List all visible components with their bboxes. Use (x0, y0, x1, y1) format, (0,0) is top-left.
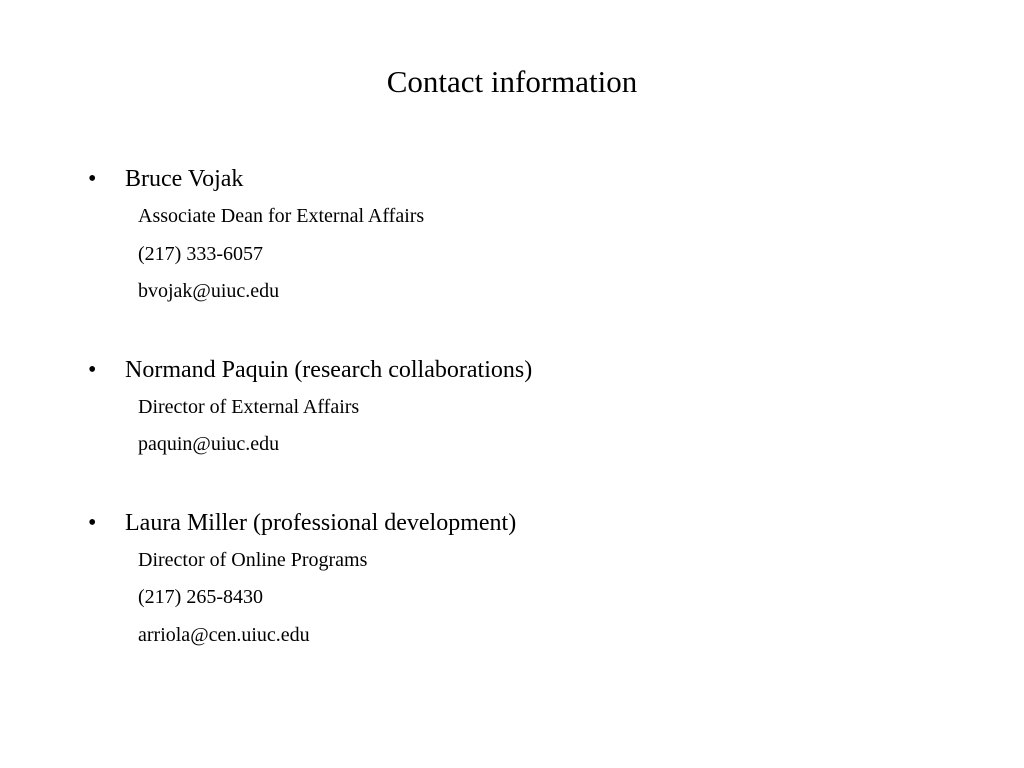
contact-name: Bruce Vojak (125, 166, 244, 192)
contact-heading (88, 160, 968, 198)
contact-email: paquin@uiuc.edu (138, 433, 280, 455)
contact-bruce-vojak (88, 160, 968, 311)
contact-role: Director of External Affairs (138, 395, 360, 418)
contact-heading (88, 504, 968, 542)
bullet-point: • (88, 166, 97, 192)
bullet-point: • (88, 509, 97, 536)
contact-phone: (217) 265-8430 (138, 586, 263, 608)
contact-name: Normand Paquin (research collaborations) (125, 356, 533, 383)
page-title: Contact information (386, 64, 638, 99)
contact-role: Associate Dean for External Affairs (138, 205, 425, 227)
contact-phone: (217) 333-6057 (138, 242, 263, 265)
contact-normand-paquin (88, 351, 968, 464)
contact-role: Director of Online Programs (138, 548, 368, 571)
contact-email: bvojak@uiuc.edu (138, 280, 280, 302)
contact-heading (88, 351, 968, 389)
contact-name: Laura Miller (professional development) (125, 509, 517, 536)
contact-list (88, 160, 968, 694)
contact-email: arriola@cen.uiuc.edu (138, 623, 310, 646)
bullet-point: • (88, 356, 97, 383)
contact-laura-miller (88, 504, 968, 655)
